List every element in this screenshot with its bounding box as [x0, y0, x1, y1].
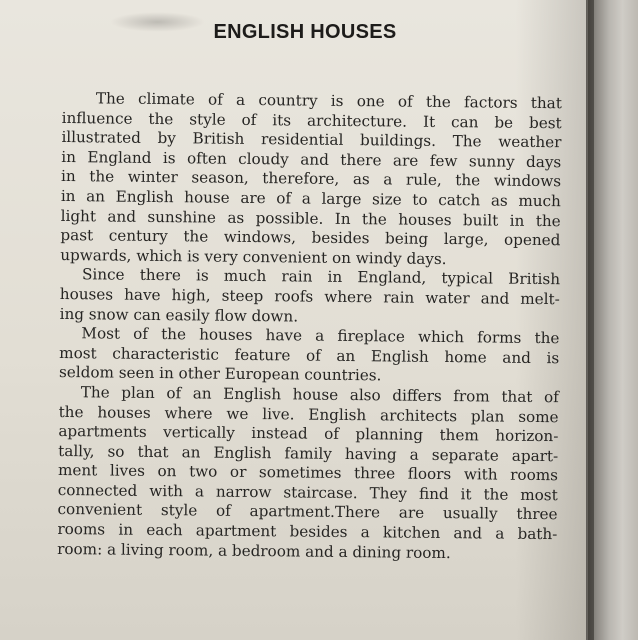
text-line: ing snow can easily flow down.	[59, 304, 299, 326]
text-line: tally, so that an English family having a separate apart-	[58, 441, 559, 465]
text-line: Most of the houses have a fireplace which forms the	[81, 324, 560, 348]
text-line: convenient style of apartment.There are usually three	[57, 500, 558, 524]
text-line: light and sunshine as possible. In the houses built in the	[60, 206, 561, 230]
text-line: houses have high, steep roofs where rain water and melt-	[59, 284, 560, 309]
body-text	[57, 89, 562, 564]
page-binding-edge	[586, 0, 638, 640]
text-line: most characteristic feature of an English home and is	[59, 343, 560, 367]
text-line: in an English house are of a large size to catch as much	[60, 186, 561, 211]
page-title: ENGLISH HOUSES	[213, 21, 397, 43]
text-line: past century the windows, besides being large, opened	[60, 226, 561, 250]
text-line: room: a living room, a bedroom and a dining room.	[57, 539, 451, 562]
text-line: influence the style of its architecture. It can be best	[61, 108, 562, 132]
text-line: Since there is much rain in England, typical British	[81, 265, 561, 289]
text-line: in the winter season, therefore, as a rule, the windows	[60, 167, 562, 191]
text-line: ment lives on two or sometimes three floors with rooms	[57, 461, 559, 485]
text-line: The climate of a country is one of the factors that	[95, 89, 562, 113]
text-line: The plan of an English house also differs from that of	[80, 383, 559, 407]
text-line: in England is often cloudy and there are few sunny days	[61, 147, 562, 172]
text-line: apartments vertically instead of planning them horizon-	[58, 422, 559, 446]
text-line: upwards, which is very convenient on windy days.	[60, 245, 447, 268]
text-line: the houses where we live. English architects plan some	[58, 402, 559, 426]
text-line: seldom seen in other European countries.	[58, 363, 382, 385]
text-line: illustrated by British residential buildings. The weather	[61, 128, 562, 152]
text-line: rooms in each apartment besides a kitchen and a bath-	[57, 520, 558, 544]
text-line: connected with a narrow staircase. They find it the most	[57, 480, 558, 505]
